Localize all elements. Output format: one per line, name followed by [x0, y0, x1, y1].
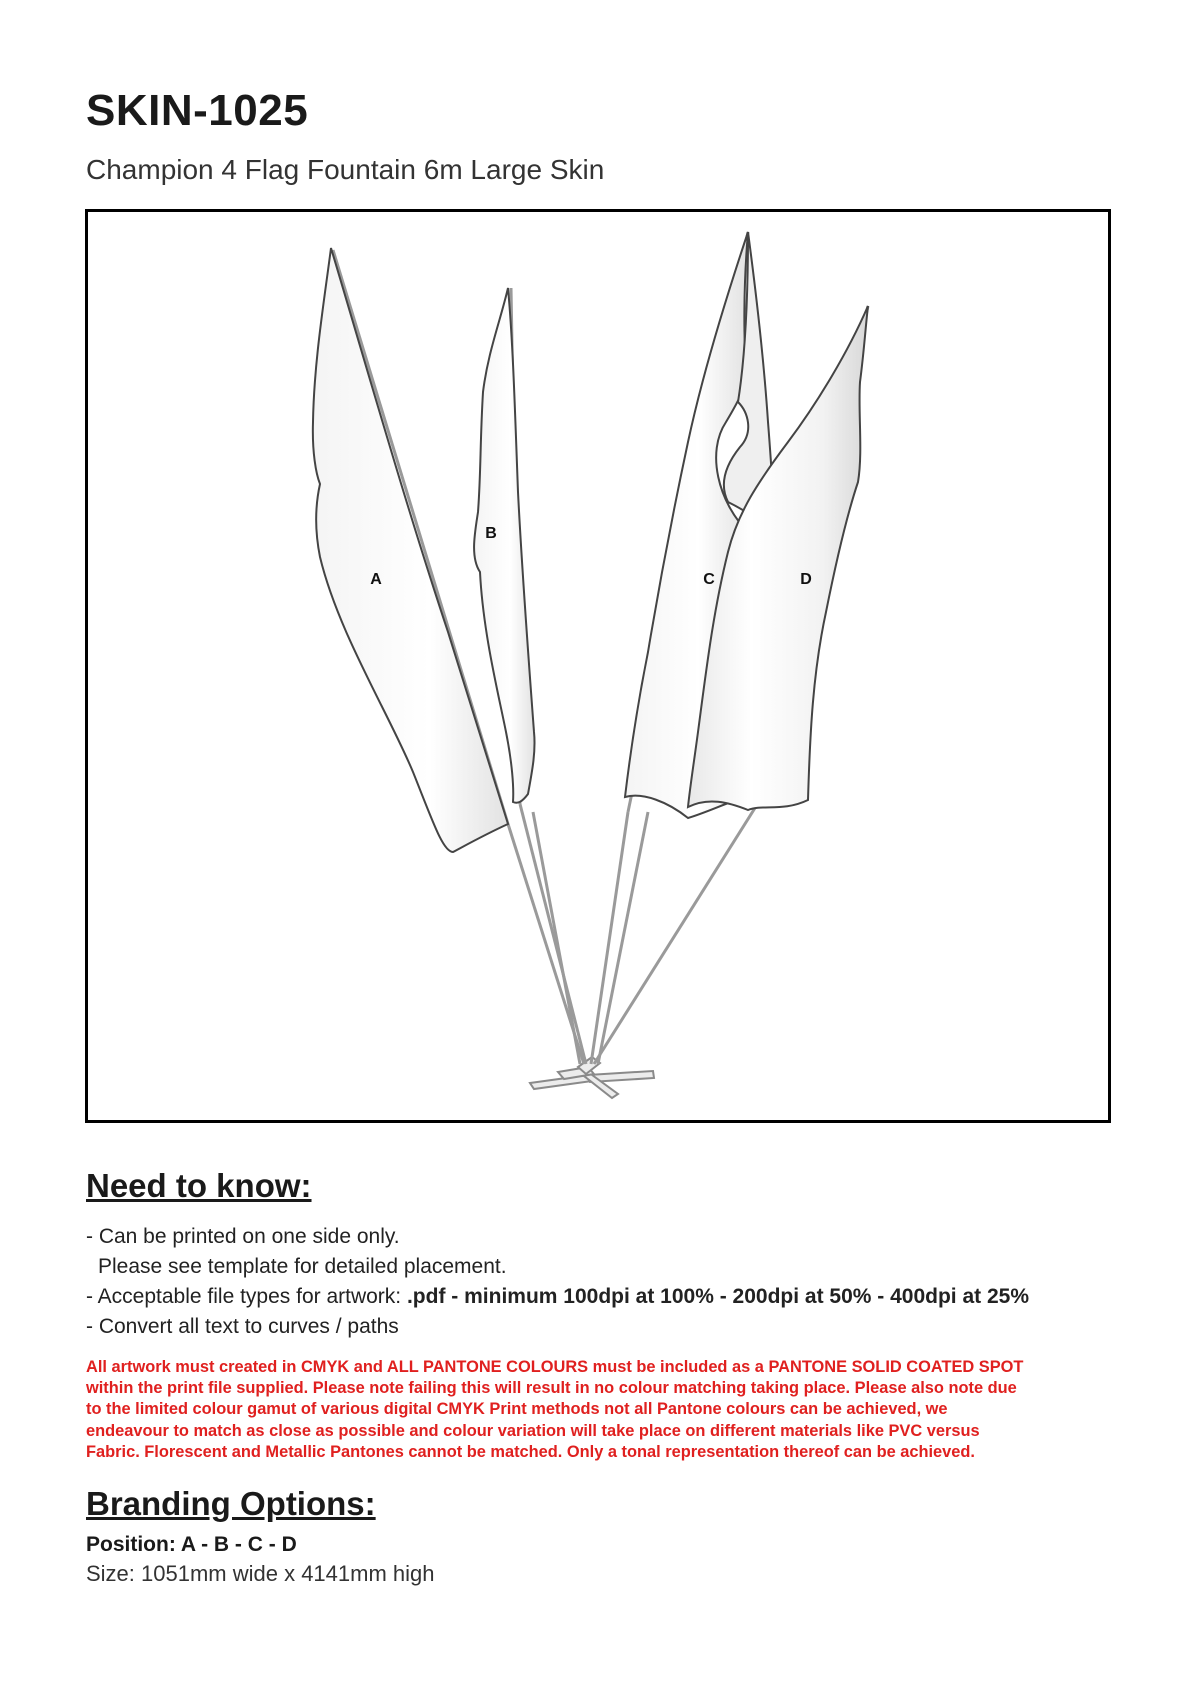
- flag-label-d: D: [800, 571, 812, 588]
- warning-line: to the limited colour gamut of various digital CMYK Print methods not all Pantone colours can be achieved, we: [86, 1400, 948, 1419]
- product-subtitle: Champion 4 Flag Fountain 6m Large Skin: [86, 154, 605, 185]
- product-illustration: [85, 209, 1111, 1123]
- flag-label-c: C: [703, 571, 715, 588]
- list-item: [86, 1282, 1029, 1312]
- list-item: - Can be printed on one side only.: [86, 1225, 400, 1248]
- warning-line: endeavour to match as close as possible and colour variation will take place on different materials like PVC versus: [86, 1421, 980, 1440]
- file-types-value: .pdf - minimum 100dpi at 100% - 200dpi at 50% - 400dpi at 25%: [406, 1285, 1029, 1308]
- flag-label-b: B: [485, 525, 497, 542]
- flag-fountain-drawing: [88, 212, 1108, 1120]
- branding-size: Size: 1051mm wide x 4141mm high: [86, 1561, 435, 1586]
- file-types-label: - Acceptable file types for artwork:: [86, 1285, 407, 1308]
- flag-label-a: A: [370, 571, 382, 588]
- branding-position: Position: A - B - C - D: [86, 1533, 297, 1556]
- flag-b: [474, 288, 534, 803]
- colour-warning-notice: [86, 1357, 1126, 1463]
- need-to-know-list: [86, 1222, 1029, 1342]
- warning-line: within the print file supplied. Please note failing this will result in no colour matching taking place. Please also note due: [86, 1379, 1017, 1398]
- need-to-know-heading: Need to know:: [86, 1167, 312, 1204]
- branding-options-heading: Branding Options:: [86, 1485, 376, 1522]
- list-item: - Convert all text to curves / paths: [86, 1315, 399, 1338]
- warning-line: Fabric. Florescent and Metallic Pantones cannot be matched. Only a tonal representation thereof can be achieved.: [86, 1442, 975, 1461]
- warning-line: All artwork must created in CMYK and ALL PANTONE COLOURS must be included as a PANTONE SOLID COATED SPOT: [86, 1358, 1024, 1376]
- list-item: Please see template for detailed placement.: [98, 1255, 507, 1278]
- product-code: SKIN-1025: [86, 86, 309, 135]
